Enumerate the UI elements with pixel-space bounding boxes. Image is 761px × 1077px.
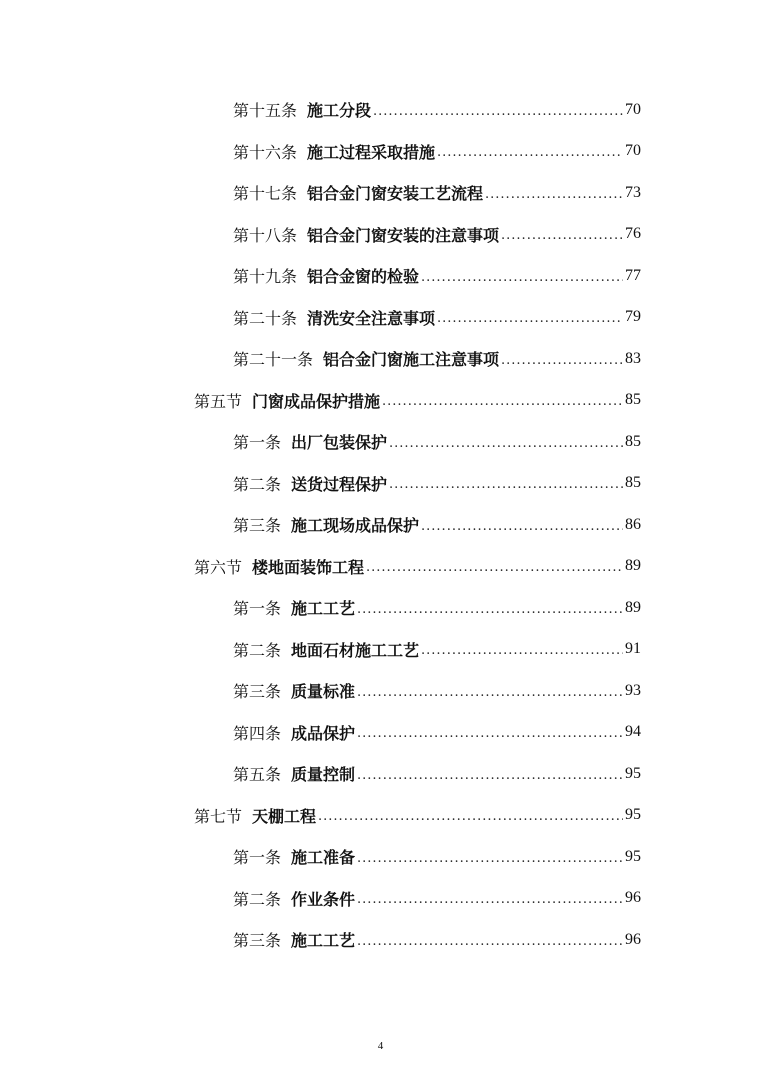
toc-entry-title: 质量控制 bbox=[291, 765, 356, 785]
toc-entry-number: 第十八条 bbox=[233, 225, 298, 245]
toc-entry-number: 第十六条 bbox=[233, 142, 298, 162]
toc-article-entry[interactable] bbox=[0, 670, 761, 712]
toc-entry-number: 第二十条 bbox=[233, 308, 298, 328]
toc-entry-number: 第三条 bbox=[233, 931, 282, 951]
toc-dot-leader bbox=[501, 227, 623, 245]
toc-entry-page-number: 76 bbox=[625, 225, 641, 243]
toc-entry-page-number: 73 bbox=[625, 183, 641, 201]
page-number: 4 bbox=[377, 1040, 384, 1052]
toc-entry-title: 出厂包装保护 bbox=[291, 433, 388, 453]
toc-entry-page-number: 85 bbox=[625, 391, 641, 409]
toc-dot-leader bbox=[318, 808, 623, 826]
toc-entry-title: 施工现场成品保护 bbox=[291, 516, 420, 536]
toc-dot-leader bbox=[357, 891, 623, 909]
toc-entry-number: 第四条 bbox=[233, 723, 282, 743]
toc-dot-leader bbox=[382, 393, 623, 411]
toc-entry-title: 天棚工程 bbox=[252, 806, 317, 826]
toc-dot-leader bbox=[501, 352, 623, 370]
toc-entry-page-number: 93 bbox=[625, 681, 641, 699]
toc-entry-title: 成品保护 bbox=[291, 723, 356, 743]
toc-dot-leader bbox=[421, 269, 623, 287]
toc-entry-title: 施工工艺 bbox=[291, 931, 356, 951]
toc-dot-leader bbox=[485, 186, 623, 204]
toc-entry-page-number: 95 bbox=[625, 764, 641, 782]
toc-entry-page-number: 83 bbox=[625, 349, 641, 367]
toc-entry-page-number: 89 bbox=[625, 557, 641, 575]
toc-entry-number: 第三条 bbox=[233, 682, 282, 702]
toc-entry-page-number: 85 bbox=[625, 432, 641, 450]
toc-entry-number: 第一条 bbox=[233, 599, 282, 619]
toc-entry-title: 铝合金窗的检验 bbox=[307, 267, 420, 287]
toc-article-entry[interactable] bbox=[0, 297, 761, 339]
toc-entry-title: 清洗安全注意事项 bbox=[307, 308, 436, 328]
toc-entry-title: 施工准备 bbox=[291, 848, 356, 868]
toc-dot-leader bbox=[366, 559, 623, 577]
table-of-contents bbox=[0, 89, 761, 961]
toc-article-entry[interactable] bbox=[0, 131, 761, 173]
toc-entry-page-number: 94 bbox=[625, 723, 641, 741]
toc-article-entry[interactable] bbox=[0, 421, 761, 463]
toc-dot-leader bbox=[357, 725, 623, 743]
toc-entry-page-number: 89 bbox=[625, 598, 641, 616]
toc-dot-leader bbox=[421, 518, 623, 536]
toc-article-entry[interactable] bbox=[0, 836, 761, 878]
toc-entry-title: 楼地面装饰工程 bbox=[252, 557, 365, 577]
toc-section-entry[interactable] bbox=[0, 380, 761, 422]
toc-entry-page-number: 91 bbox=[625, 640, 641, 658]
toc-entry-title: 施工工艺 bbox=[291, 599, 356, 619]
toc-article-entry[interactable] bbox=[0, 712, 761, 754]
toc-entry-title: 施工分段 bbox=[307, 101, 372, 121]
toc-article-entry[interactable] bbox=[0, 629, 761, 671]
toc-dot-leader bbox=[437, 144, 623, 162]
toc-section-entry[interactable] bbox=[0, 795, 761, 837]
toc-dot-leader bbox=[357, 767, 623, 785]
toc-entry-page-number: 96 bbox=[625, 889, 641, 907]
toc-article-entry[interactable] bbox=[0, 463, 761, 505]
toc-entry-title: 铝合金门窗安装工艺流程 bbox=[307, 184, 484, 204]
toc-entry-number: 第一条 bbox=[233, 433, 282, 453]
toc-entry-number: 第十五条 bbox=[233, 101, 298, 121]
toc-entry-title: 铝合金门窗安装的注意事项 bbox=[307, 225, 500, 245]
toc-article-entry[interactable] bbox=[0, 504, 761, 546]
toc-article-entry[interactable] bbox=[0, 919, 761, 961]
toc-dot-leader bbox=[357, 933, 623, 951]
toc-dot-leader bbox=[373, 103, 623, 121]
toc-entry-title: 施工过程采取措施 bbox=[307, 142, 436, 162]
toc-entry-page-number: 95 bbox=[625, 806, 641, 824]
toc-article-entry[interactable] bbox=[0, 753, 761, 795]
toc-section-entry[interactable] bbox=[0, 546, 761, 588]
toc-dot-leader bbox=[437, 310, 623, 328]
toc-entry-number: 第一条 bbox=[233, 848, 282, 868]
toc-entry-number: 第十九条 bbox=[233, 267, 298, 287]
toc-entry-title: 送货过程保护 bbox=[291, 474, 388, 494]
toc-entry-number: 第十七条 bbox=[233, 184, 298, 204]
toc-entry-page-number: 77 bbox=[625, 266, 641, 284]
toc-entry-number: 第二条 bbox=[233, 474, 282, 494]
toc-entry-number: 第二条 bbox=[233, 640, 282, 660]
toc-dot-leader bbox=[389, 476, 623, 494]
toc-entry-title: 作业条件 bbox=[291, 889, 356, 909]
toc-article-entry[interactable] bbox=[0, 172, 761, 214]
toc-article-entry[interactable] bbox=[0, 214, 761, 256]
toc-article-entry[interactable] bbox=[0, 878, 761, 920]
toc-entry-title: 铝合金门窗施工注意事项 bbox=[323, 350, 500, 370]
toc-entry-page-number: 79 bbox=[625, 308, 641, 326]
toc-dot-leader bbox=[357, 850, 623, 868]
toc-entry-number: 第六节 bbox=[194, 557, 243, 577]
toc-article-entry[interactable] bbox=[0, 255, 761, 297]
toc-entry-title: 地面石材施工工艺 bbox=[291, 640, 420, 660]
toc-dot-leader bbox=[357, 684, 623, 702]
toc-entry-title: 门窗成品保护措施 bbox=[252, 391, 381, 411]
toc-article-entry[interactable] bbox=[0, 338, 761, 380]
toc-entry-number: 第三条 bbox=[233, 516, 282, 536]
toc-entry-page-number: 70 bbox=[625, 142, 641, 160]
toc-entry-number: 第七节 bbox=[194, 806, 243, 826]
toc-entry-number: 第五条 bbox=[233, 765, 282, 785]
toc-dot-leader bbox=[357, 601, 623, 619]
toc-entry-page-number: 85 bbox=[625, 474, 641, 492]
toc-entry-page-number: 86 bbox=[625, 515, 641, 533]
toc-entry-page-number: 96 bbox=[625, 930, 641, 948]
toc-entry-page-number: 95 bbox=[625, 847, 641, 865]
toc-entry-number: 第二十一条 bbox=[233, 350, 314, 370]
toc-dot-leader bbox=[389, 435, 623, 453]
toc-entry-page-number: 70 bbox=[625, 100, 641, 118]
toc-article-entry[interactable] bbox=[0, 587, 761, 629]
toc-dot-leader bbox=[421, 642, 623, 660]
toc-entry-number: 第五节 bbox=[194, 391, 243, 411]
toc-entry-title: 质量标准 bbox=[291, 682, 356, 702]
toc-article-entry[interactable] bbox=[0, 89, 761, 131]
toc-entry-number: 第二条 bbox=[233, 889, 282, 909]
